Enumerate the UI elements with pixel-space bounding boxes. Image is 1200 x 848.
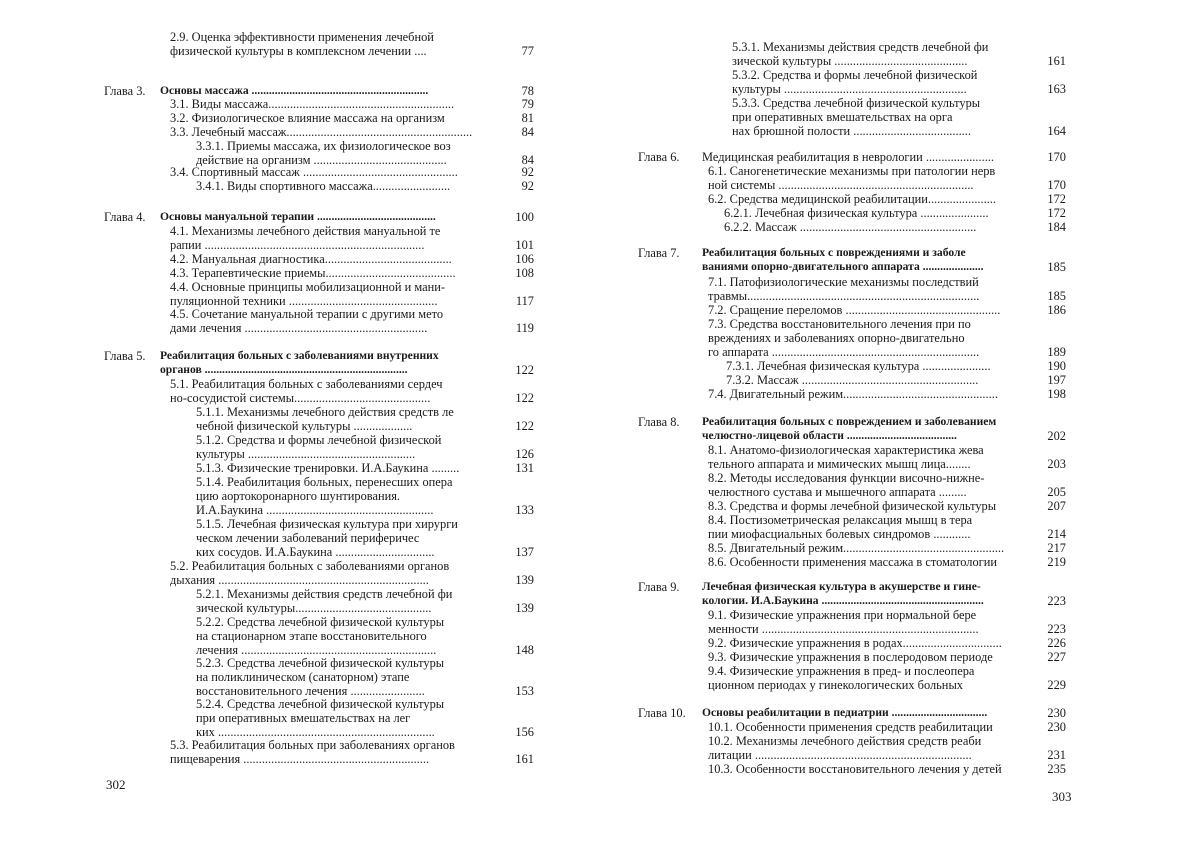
toc-page-number: 117 [515,294,534,308]
chapter-label: Глава 7. [638,246,680,260]
toc-page-number: 153 [515,684,534,698]
toc-page-number: 84 [521,153,534,167]
toc-page-number: 84 [521,125,534,139]
toc-entry-line: 5.1.5. Лечебная физическая культура при хирурги [196,517,458,531]
toc-entry-line: зической культуры ........................................... [732,54,968,68]
toc-entry-line: рапии ....................................................................... [170,238,425,252]
toc-page-number: 223 [1047,622,1066,636]
toc-entry-line: 4.1. Механизмы лечебного действия мануальной те [170,224,441,238]
toc-entry-line: 5.2.4. Средства лечебной физической культуры [196,697,445,711]
toc-entry-line: 8.4. Постизометрическая релаксация мышц в тера [708,513,973,527]
toc-page-number: 122 [515,363,534,377]
toc-page-number: 161 [1047,54,1066,68]
toc-entry-line: 6.2.1. Лечебная физическая культура ...................... [724,206,989,220]
toc-page-number: 186 [1047,303,1066,317]
toc-entry-line: 5.3.1. Механизмы действия средств лечебной фи [732,40,989,54]
toc-entry-line: на стационарном этапе восстановительного [196,629,427,643]
toc-entry-line: 3.4. Спортивный массаж .................................................. [170,165,458,179]
chapter-title-line: кологии. И.А.Баукина ........................................................ [702,594,984,607]
toc-entry-line: 3.4.1. Виды спортивного массажа......................... [196,179,451,193]
chapter-label: Глава 9. [638,580,680,594]
toc-page-number: 106 [515,252,534,266]
toc-entry-line: ких ...................................................................... [196,725,435,739]
toc-entry-line: 9.3. Физические упражнения в послеродовом периоде [708,650,993,664]
toc-page-number: 184 [1047,220,1066,234]
toc-page-number: 161 [515,752,534,766]
toc-entry-line: 10.3. Особенности восстановительного лечения у детей [708,762,1002,776]
chapter-label: Глава 4. [104,210,146,224]
toc-entry-line: 9.2. Физические упражнения в родах................................ [708,636,1002,650]
toc-page-number: 122 [515,391,534,405]
toc-page-number: 229 [1047,678,1066,692]
toc-page-number: 172 [1047,206,1066,220]
toc-page-number: 172 [1047,192,1066,206]
toc-entry-line: пуляционной техники ................................................ [170,294,438,308]
toc-entry-line: при оперативных вмешательствах на лег [196,711,411,725]
toc-page-number: 92 [521,165,534,179]
toc-entry-line: 5.2.2. Средства лечебной физической культуры [196,615,445,629]
toc-page-number: 198 [1047,387,1066,401]
toc-entry-line: на поликлиническом (санаторном) этапе [196,670,410,684]
toc-page-number: 164 [1047,124,1066,138]
toc-entry-line: 5.2.1. Механизмы действия средств лечебной фи [196,587,453,601]
toc-entry-line: 5.1.4. Реабилитация больных, перенесших опера [196,475,453,489]
toc-page-number: 79 [521,97,534,111]
toc-entry-line: ких сосудов. И.А.Баукина ................................ [196,545,435,559]
toc-page-number: 156 [515,725,534,739]
toc-entry-line: ционном периодах у гинекологических больных [708,678,963,692]
toc-entry-line: 8.5. Двигательный режим.................................................... [708,541,1005,555]
chapter-title-line: Лечебная физическая культура в акушерстве и гине- [702,580,981,593]
chapter-title-line: Основы мануальной терапии ......................................... [160,210,436,223]
chapter-title-line: челюстно-лицевой области ...................................... [702,429,957,442]
toc-page-number: 139 [515,573,534,587]
toc-entry-line: 6.2.2. Массаж ......................................................... [724,220,977,234]
toc-page-number: 227 [1047,650,1066,664]
toc-page-number: 100 [515,210,534,224]
toc-entry-line: 7.4. Двигательный режим.................................................. [708,387,998,401]
toc-page-number: 139 [515,601,534,615]
chapter-label: Глава 8. [638,415,680,429]
toc-page-number: 219 [1047,555,1066,569]
chapter-label: Глава 3. [104,84,146,98]
toc-entry-line: физической культуры в комплексном лечении .... [170,44,427,58]
toc-page-number: 231 [1047,748,1066,762]
toc-entry-line: 4.2. Мануальная диагностика......................................... [170,252,452,266]
toc-entry-line: 5.1. Реабилитация больных с заболеваниями сердеч [170,377,443,391]
toc-entry-line: 7.2. Сращение переломов .................................................. [708,303,1001,317]
chapter-title-line: Основы реабилитации в педиатрии ................................. [702,706,988,719]
toc-page-number: 148 [515,643,534,657]
toc-page-number: 230 [1047,706,1066,720]
chapter-label: Глава 6. [638,150,680,164]
toc-entry-line: 5.3. Реабилитация больных при заболеваниях органов [170,738,455,752]
toc-page-number: 202 [1047,429,1066,443]
toc-page-number: 235 [1047,762,1066,776]
toc-entry-line: ной системы ............................................................... [708,178,974,192]
toc-entry-line: челюстного сустава и мышечного аппарата ......... [708,485,967,499]
toc-entry-line: культуры ...................................................... [196,447,416,461]
toc-page-number: 185 [1047,260,1066,274]
toc-entry-line: 10.2. Механизмы лечебного действия средств реаби [708,734,982,748]
chapter-title-line: Реабилитация больных с повреждениями и заболе [702,246,966,259]
toc-entry-line: дами лечения ........................................................... [170,321,428,335]
toc-entry-line: травмы........................................................................... [708,289,980,303]
toc-entry-line: нах брюшной полости ...................................... [732,124,971,138]
toc-entry-line: 5.2.3. Средства лечебной физической культуры [196,656,445,670]
toc-page-number: 217 [1047,541,1066,555]
toc-page-number: 77 [521,44,534,58]
toc-entry-line: ческом лечении заболеваний периферичес [196,531,420,545]
toc-page-number: 189 [1047,345,1066,359]
toc-entry-line: Медицинская реабилитация в неврологии ...................... [702,150,994,164]
toc-page-number: 108 [515,266,534,280]
toc-entry-line: го аппарата ................................................................... [708,345,980,359]
toc-entry-line: зической культуры............................................ [196,601,432,615]
toc-entry-line: тельного аппарата и мимических мышц лица........ [708,457,971,471]
toc-page-number: 78 [521,84,534,98]
toc-entry-line: литации ...................................................................... [708,748,972,762]
toc-page-number: 185 [1047,289,1066,303]
toc-entry-line: И.А.Баукина ...................................................... [196,503,434,517]
toc-entry-line: 8.6. Особенности применения массажа в стоматологии [708,555,998,569]
page-number: 302 [106,777,126,792]
toc-entry-line: 5.1.2. Средства и формы лечебной физической [196,433,442,447]
toc-entry-line: 4.3. Терапевтические приемы.......................................... [170,266,456,280]
toc-page-number: 101 [515,238,534,252]
toc-entry-line: 3.2. Физиологическое влияние массажа на организм [170,111,445,125]
toc-entry-line: 7.1. Патофизиологические механизмы последствий [708,275,979,289]
toc-entry-line: вреждениях и заболеваниях опорно-двигательно [708,331,965,345]
page-number: 303 [1052,789,1072,804]
toc-page-number: 170 [1047,150,1066,164]
chapter-title-line: органов ...................................................................... [160,363,408,376]
toc-entry-line: пищеварения ............................................................ [170,752,430,766]
chapter-title-line: Реабилитация больных с заболеваниями внутренних [160,349,439,362]
toc-entry-line: 8.3. Средства и формы лечебной физической культуры [708,499,997,513]
toc-entry-line: 5.3.2. Средства и формы лечебной физической [732,68,978,82]
toc-entry-line: пии миофасциальных болевых синдромов ............ [708,527,971,541]
toc-entry-line: 5.3.3. Средства лечебной физической культуры [732,96,981,110]
toc-page-number: 223 [1047,594,1066,608]
toc-entry-line: чебной физической культуры ................... [196,419,413,433]
toc-page-number: 137 [515,545,534,559]
toc-page-number: 230 [1047,720,1066,734]
toc-entry-line: 4.4. Основные принципы мобилизационной и мани- [170,280,445,294]
toc-entry-line: но-сосудистой системы............................................ [170,391,431,405]
toc-page-number: 81 [521,111,534,125]
toc-entry-line: при оперативных вмешательствах на орга [732,110,953,124]
toc-entry-line: лечения ............................................................... [196,643,437,657]
toc-entry-line: 8.1. Анатомо-физиологическая характеристика жева [708,443,984,457]
toc-page-number: 163 [1047,82,1066,96]
chapter-label: Глава 5. [104,349,146,363]
toc-page-number: 92 [521,179,534,193]
toc-entry-line: цию аортокоронарного шунтирования. [196,489,401,503]
toc-entry-line: дыхания .................................................................... [170,573,429,587]
toc-entry-line: 7.3.2. Массаж ......................................................... [726,373,979,387]
toc-entry-line: 6.2. Средства медицинской реабилитации...................... [708,192,997,206]
toc-page-number: 119 [515,321,534,335]
toc-page-number: 197 [1047,373,1066,387]
toc-page-number: 190 [1047,359,1066,373]
toc-page-number: 126 [515,447,534,461]
toc-entry-line: 5.2. Реабилитация больных с заболеваниями органов [170,559,450,573]
right-page [600,0,1200,848]
toc-entry-line: 9.4. Физические упражнения в пред- и послеопера [708,664,975,678]
toc-entry-line: 3.1. Виды массажа............................................................ [170,97,455,111]
chapter-title-line: ваниями опорно-двигательного аппарата ..................... [702,260,984,273]
chapter-title-line: Реабилитация больных с повреждением и заболеванием [702,415,997,428]
toc-entry-line: культуры ........................................................... [732,82,967,96]
toc-entry-line: 5.1.3. Физические тренировки. И.А.Баукина ......... [196,461,460,475]
chapter-label: Глава 10. [638,706,686,720]
toc-entry-line: восстановительного лечения ........................ [196,684,425,698]
toc-page-number: 207 [1047,499,1066,513]
toc-entry-line: 3.3. Лечебный массаж............................................................ [170,125,473,139]
toc-entry-line: 5.1.1. Механизмы лечебного действия средств ле [196,405,454,419]
toc-entry-line: 3.3.1. Приемы массажа, их физиологическое воз [196,139,451,153]
toc-page-number: 131 [515,461,534,475]
toc-page-number: 214 [1047,527,1066,541]
toc-entry-line: менности ...................................................................... [708,622,979,636]
toc-entry-line: 7.3. Средства восстановительного лечения при по [708,317,971,331]
toc-entry-line: 8.2. Методы исследования функции височно-нижне- [708,471,985,485]
toc-page-number: 203 [1047,457,1066,471]
toc-entry-line: действие на организм ........................................... [196,153,447,167]
toc-entry-line: 4.5. Сочетание мануальной терапии с другими мето [170,307,444,321]
toc-entry-line: 10.1. Особенности применения средств реабилитации [708,720,993,734]
toc-page-number: 226 [1047,636,1066,650]
toc-page-number: 170 [1047,178,1066,192]
toc-entry-line: 7.3.1. Лечебная физическая культура ...................... [726,359,991,373]
chapter-title-line: Основы массажа ............................................................. [160,84,429,97]
toc-page-number: 133 [515,503,534,517]
toc-entry-line: 2.9. Оценка эффективности применения лечебной [170,30,434,44]
toc-page-number: 205 [1047,485,1066,499]
toc-entry-line: 9.1. Физические упражнения при нормальной бере [708,608,977,622]
toc-entry-line: 6.1. Саногенетические механизмы при патологии нерв [708,164,996,178]
toc-page-number: 122 [515,419,534,433]
